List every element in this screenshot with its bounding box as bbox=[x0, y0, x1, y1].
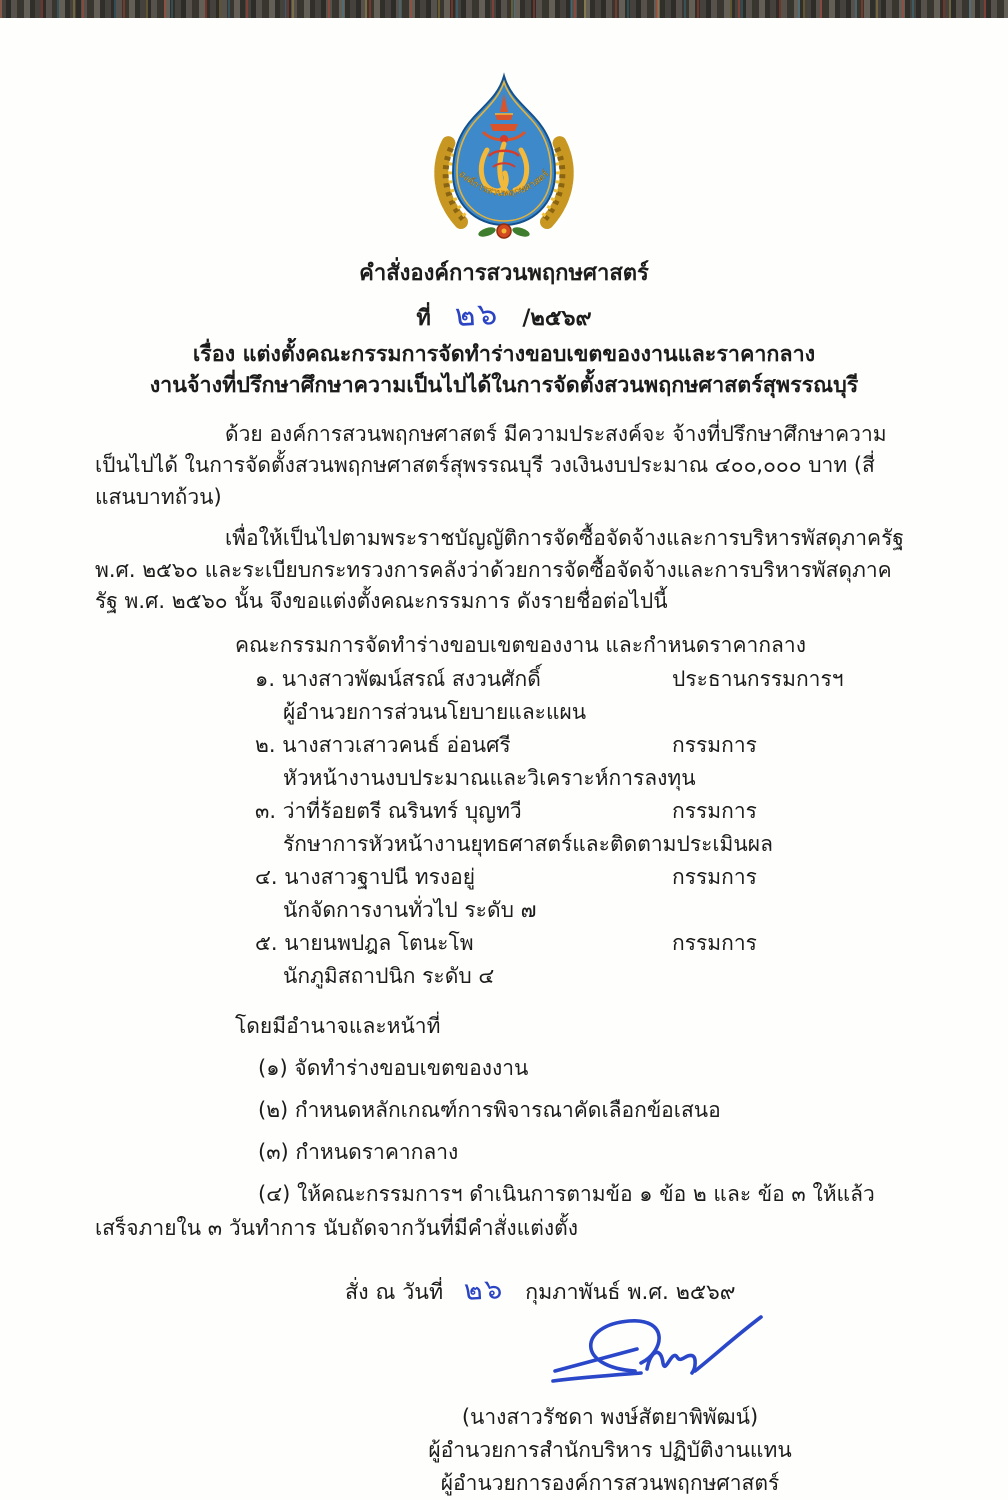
member-row bbox=[95, 927, 913, 960]
member-role: กรรมการ bbox=[672, 865, 757, 890]
svg-text:องค์การสวนพฤกษศาสตร์: องค์การสวนพฤกษศาสตร์ bbox=[456, 168, 552, 200]
date-suffix: กุมภาพันธ์ พ.ศ. ๒๕๖๙ bbox=[525, 1280, 736, 1306]
paragraph-legal-basis: เพื่อให้เป็นไปตามพระราชบัญญัติการจัดซื้อจัดจ้างและการบริหารพัสดุภาครัฐ พ.ศ. ๒๕๖๐ และระเบียบกระทรวงการคลังว่าด้วยการจัดซื้อจัดจ้างและการบริหารพัสดุภาครัฐ พ.ศ. ๒๕๖๐ นั้น จึงขอแต่งตั้งคณะกรรมการ ดังรายชื่อต่อไปนี้ bbox=[95, 526, 904, 614]
member-number: ๒. bbox=[255, 733, 276, 758]
duty-item-3: (๓) กำหนดราคากลาง bbox=[258, 1140, 459, 1165]
member-row bbox=[95, 729, 913, 762]
member-title: นักจัดการงานทั่วไป ระดับ ๗ bbox=[283, 898, 537, 923]
member-name: นายนพปฎล โตนะโพ bbox=[284, 931, 474, 956]
member-title: ผู้อำนวยการส่วนนโยบายและแผน bbox=[283, 700, 587, 725]
member-role: กรรมการ bbox=[672, 799, 757, 824]
document-number-line bbox=[95, 292, 913, 339]
member-name: นางสาวเสาวคนธ์ อ่อนศรี bbox=[282, 733, 511, 758]
document-title: คำสั่งองค์การสวนพฤกษศาสตร์ bbox=[359, 261, 649, 286]
number-suffix: /๒๕๖๙ bbox=[522, 306, 592, 331]
member-row bbox=[95, 861, 913, 894]
org-emblem-icon bbox=[429, 72, 579, 247]
handwritten-date-day: ๒๖ bbox=[463, 1272, 506, 1308]
member-number: ๔. bbox=[255, 865, 278, 890]
signer-name: (นางสาวรัชดา พงษ์สัตยาพิพัฒน์) bbox=[461, 1405, 759, 1430]
duty-item-4: (๔) ให้คณะกรรมการฯ ดำเนินการตามข้อ ๑ ข้อ ๒ และ ข้อ ๓ ให้แล้วเสร็จภายใน ๓ วันทำการ นับถัดจากวันที่มีคำสั่งแต่งตั้ง bbox=[95, 1182, 875, 1241]
member-number: ๓. bbox=[255, 799, 277, 824]
member-role: กรรมการ bbox=[672, 931, 757, 956]
org-emblem bbox=[0, 72, 1008, 247]
member-name: ว่าที่ร้อยตรี ณรินทร์ บุญทวี bbox=[282, 799, 522, 824]
handwritten-order-number: ๒๖ bbox=[453, 295, 500, 335]
signature-block bbox=[95, 1313, 913, 1401]
duties-heading: โดยมีอำนาจและหน้าที่ bbox=[235, 1014, 441, 1039]
member-title: นักภูมิสถาปนิก ระดับ ๔ bbox=[283, 964, 495, 989]
date-prefix: สั่ง ณ วันที่ bbox=[345, 1280, 444, 1306]
committee-member-list bbox=[95, 663, 913, 993]
member-title: รักษาการหัวหน้างานยุทธศาสตร์และติดตามประเมินผล bbox=[283, 832, 773, 857]
member-role: กรรมการ bbox=[672, 733, 757, 758]
subject-line-2: งานจ้างที่ปรึกษาศึกษาความเป็นไปได้ในการจัดตั้งสวนพฤกษศาสตร์สุพรรณบุรี bbox=[149, 372, 859, 398]
member-row bbox=[95, 663, 913, 696]
member-number: ๑. bbox=[255, 667, 276, 692]
paragraph-intro: ด้วย องค์การสวนพฤกษศาสตร์ มีความประสงค์จะ จ้างที่ปรึกษาศึกษาความเป็นไปได้ ในการจัดตั้งสวนพฤกษศาสตร์สุพรรณบุรี วงเงินงบประมาณ ๔๐๐,๐๐๐ บาท (สี่แสนบาทถ้วน) bbox=[95, 421, 887, 509]
member-name: นางสาวฐาปนี ทรงอยู่ bbox=[284, 865, 476, 890]
signature-ink-icon bbox=[545, 1313, 775, 1401]
scanner-noise-band bbox=[0, 0, 1008, 18]
signer-block bbox=[395, 1401, 825, 1500]
issue-date-line bbox=[95, 1269, 913, 1311]
signer-title-2: ผู้อำนวยการองค์การสวนพฤกษศาสตร์ bbox=[440, 1471, 780, 1496]
member-row bbox=[95, 795, 913, 828]
member-title: หัวหน้างานงบประมาณและวิเคราะห์การลงทุน bbox=[283, 766, 696, 791]
duty-item-2: (๒) กำหนดหลักเกณฑ์การพิจารณาคัดเลือกข้อเสนอ bbox=[258, 1098, 721, 1123]
member-role: ประธานกรรมการฯ bbox=[672, 667, 844, 692]
committee-heading: คณะกรรมการจัดทำร่างขอบเขตของงาน และกำหนดราคากลาง bbox=[235, 632, 806, 657]
subject-line-1: เรื่อง แต่งตั้งคณะกรรมการจัดทำร่างขอบเขตของงานและราคากลาง bbox=[192, 341, 816, 367]
number-prefix: ที่ bbox=[416, 306, 431, 331]
signer-title-1: ผู้อำนวยการสำนักบริหาร ปฏิบัติงานแทน bbox=[428, 1438, 792, 1463]
duty-item-1: (๑) จัดทำร่างขอบเขตของงาน bbox=[258, 1056, 529, 1081]
member-name: นางสาวพัฒน์สรณ์ สงวนศักดิ์ bbox=[281, 667, 541, 692]
member-number: ๕. bbox=[255, 931, 278, 956]
